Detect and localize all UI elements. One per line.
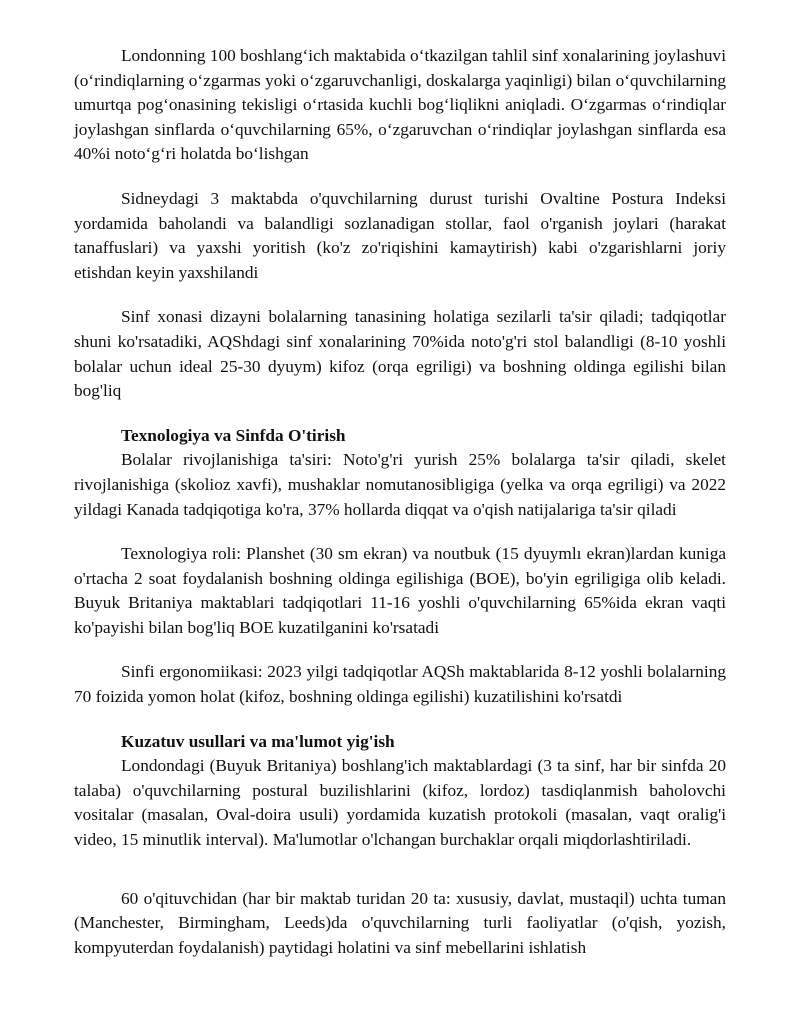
paragraph-london-observation: Londondagi (Buyuk Britaniya) boshlang'ich maktablardagi (3 ta sinf, har bir sinfda 20 talaba) o'quvchilarning postural buzilishlarini (kifoz, lordoz) tasdiqlanmish baholovchi vositalar (masalan, Oval-doira usuli) yordamida kuzatish protokoli (masalan, vaqt oralig'i video, 15 minutlik interval). Ma'lumotlar o'lchangan burchaklar orqali miqdorlashtiriladi. [74, 756, 726, 850]
section-heading-technology: Texnologiya va Sinfda O'tirish [121, 425, 346, 445]
paragraph-class-ergonomics: Sinfi ergonomiikasi: 2023 yilgi tadqiqotlar AQSh maktablarida 8-12 yoshli bolalarning 70 foizida yomon holat (kifoz, boshning oldinga egilishi) kuzatilishini ko'rsatdi [74, 662, 726, 707]
paragraph-spacer [74, 167, 726, 187]
paragraph-spacer [74, 710, 726, 730]
paragraph-sydney-schools: Sidneydagi 3 maktabda o'quvchilarning durust turishi Ovaltine Postura Indeksi yordamida baholandi va balandligi sozlanadigan stollar, faol o'rganish joylari (harakat tanaffuslari) va yaxshi yoritish (ko'z zo'riqishini kamaytirish) kabi o'zgarishlarni joriy etishdan keyin yaxshilandi [74, 188, 726, 282]
paragraph-london-analysis: Londonning 100 boshlang‘ich maktabida o‘tkazilgan tahlil sinf xonalarining joylashuvi (o‘rindiqlarning o‘zgarmas yoki o‘zgaruvchanligi, doskalarga yaqinligi) bilan o‘quvchilarning umurtqa pog‘onasining tekisligi o‘rtasida kuchli bog‘liqlikni aniqladi. O‘zgarmas o‘rindiqlar joylashgan sinflarda o‘quvchilarning 65%, o‘zgaruvchan o‘rindiqlar joylashgan sinflarda esa 40%i noto‘g‘ri holatda bo‘lishgan [74, 46, 726, 164]
document-page [74, 44, 726, 960]
paragraph-spacer [74, 640, 726, 660]
paragraph-child-development: Bolalar rivojlanishiga ta'siri: Noto'g'ri yurish 25% bolalarga ta'sir qiladi, skelet rivojlanishiga (skolioz xavfi), mushaklar nomutanosibligiga (yelka va orqa egriligi) va 2022 yildagi Kanada tadqiqotiga ko'ra, 37% hollarda diqqat va o'qish natijalariga ta'sir qiladi [74, 450, 726, 519]
paragraph-classroom-design: Sinf xonasi dizayni bolalarning tanasining holatiga sezilarli ta'sir qiladi; tadqiqotlar shuni ko'rsatadiki, AQShdagi sinf xonalarining 70%ida noto'g'ri stol balandligi (8-10 yoshli bolalar uchun ideal 25-30 dyuym) kifoz (orqa egriligi) va boshning oldinga egilishi bilan bog'liq [74, 307, 726, 401]
paragraph-teacher-survey: 60 o'qituvchidan (har bir maktab turidan 20 ta: xususiy, davlat, mustaqil) uchta tuman (Manchester, Birmingham, Leeds)da o'quvchilarning turli faoliyatlar (o'qish, yozish, kompyuterdan foydalanish) paytidagi holatini va sinf mebellarini ishlatish [74, 888, 726, 957]
paragraph-technology-role: Texnologiya roli: Planshet (30 sm ekran) va noutbuk (15 dyuymlı ekran)lardan kuniga o'rtacha 2 soat foydalanish boshning oldinga egilishiga (BOE), bo'yin egriligiga olib keladi. Buyuk Britaniya maktablari tadqiqotlari 11-16 yoshli o'quvchilarning 65%ida ekran vaqti ko'payishi bilan bog'liq BOE kuzatilganini ko'rsatadi [74, 544, 726, 637]
section-heading-observation-methods: Kuzatuv usullari va ma'lumot yig'ish [121, 731, 395, 751]
paragraph-spacer [74, 853, 726, 887]
paragraph-spacer [74, 522, 726, 542]
paragraph-spacer [74, 285, 726, 305]
paragraph-spacer [74, 404, 726, 424]
